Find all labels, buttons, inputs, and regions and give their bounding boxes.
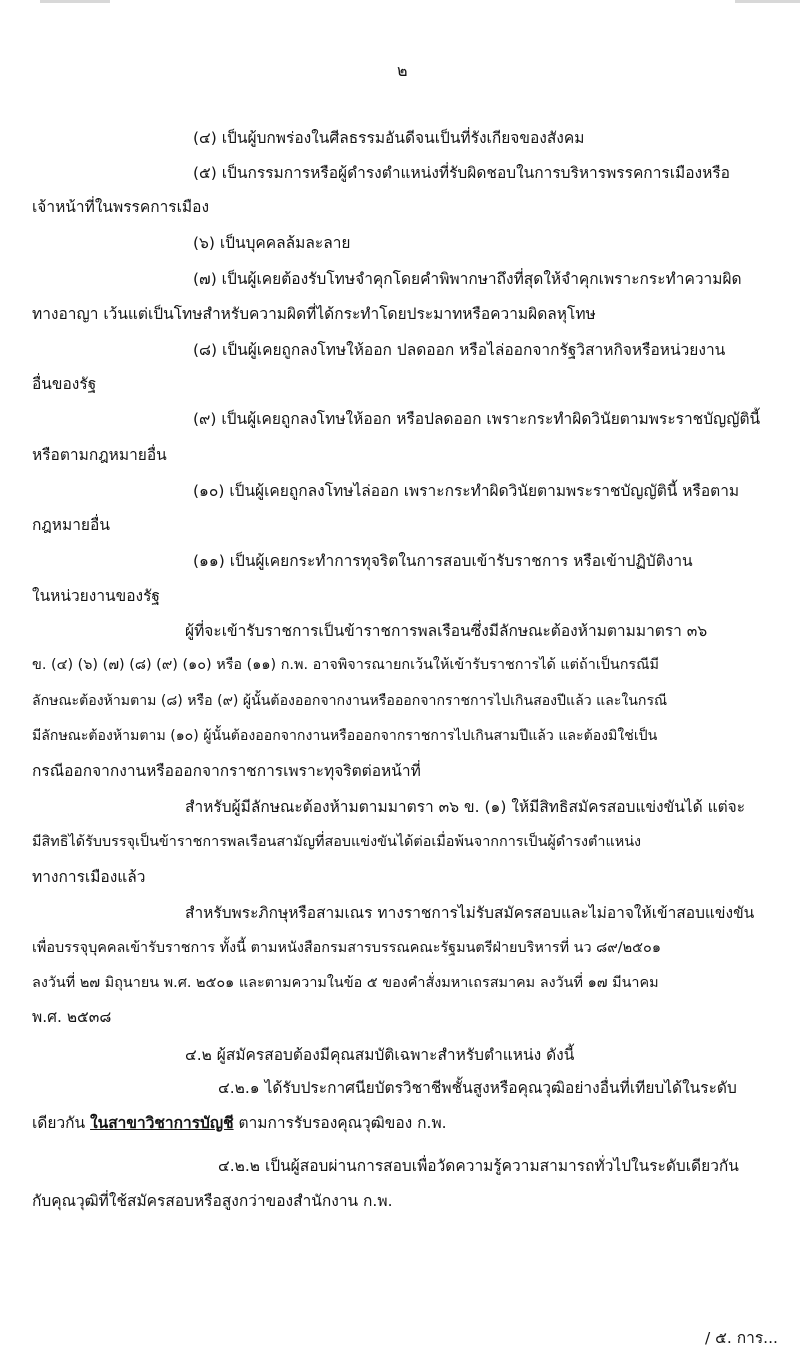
line-14: ในหน่วยงานของรัฐ [32,587,160,605]
line-23: สำหรับพระภิกษุหรือสามเณร ทางราชการไม่รับสมัครสอบและไม่อาจให้เข้าสอบแข่งขัน [185,904,755,922]
line-31: กับคุณวุฒิที่ใช้สมัครสอบหรือสูงกว่าของสำนักงาน ก.พ. [32,1192,393,1210]
line-03: เจ้าหน้าที่ในพรรคการเมือง [32,198,210,216]
scan-edge-left [40,0,110,3]
line-22: ทางการเมืองแล้ว [32,868,146,886]
line-12: กฎหมายอื่น [32,516,110,534]
footer-continuation: / ๕. การ... [705,1329,778,1347]
line-01: (๔) เป็นผู้บกพร่องในศีลธรรมอันดีจนเป็นที่รังเกียจของสังคม [193,129,585,147]
line-21: มีสิทธิได้รับบรรจุเป็นข้าราชการพลเรือนสามัญที่สอบแข่งขันได้ต่อเมื่อพ้นจากการเป็นผู้ดำรงตำแหน่ง [32,834,642,850]
line-10: หรือตามกฎหมายอื่น [32,446,167,464]
line-07: (๘) เป็นผู้เคยถูกลงโทษให้ออก ปลดออก หรือไล่ออกจากรัฐวิสาหกิจหรือหน่วยงาน [193,341,726,359]
underlined-field-of-study: ในสาขาวิชาการบัญชี [90,1114,234,1132]
line-08: อื่นของรัฐ [32,375,97,393]
line-18: มีลักษณะต้องห้ามตาม (๑๐) ผู้นั้นต้องออกจากงานหรือออกจากราชการไปเกินสามปีแล้ว และต้องมิใช่เป็น [32,728,658,744]
line-29-end: ตามการรับรองคุณวุฒิของ ก.พ. [233,1114,447,1132]
line-15: ผู้ที่จะเข้ารับราชการเป็นข้าราชการพลเรือนซึ่งมีลักษณะต้องห้ามตามมาตรา ๓๖ [185,622,708,640]
line-17: ลักษณะต้องห้ามตาม (๘) หรือ (๙) ผู้นั้นต้องออกจากงานหรือออกจากราชการไปเกินสองปีแล้ว และในกรณี [32,693,668,709]
line-20: สำหรับผู้มีลักษณะต้องห้ามตามมาตรา ๓๖ ข. (๑) ให้มีสิทธิสมัครสอบแข่งขันได้ แต่จะ [185,798,746,816]
page-number: ๒ [397,61,408,80]
line-24: เพื่อบรรจุบุคคลเข้ารับราชการ ทั้งนี้ ตามหนังสือกรมสารบรรณคณะรัฐมนตรีฝ่ายบริหารที่ นว ๘๙/๒๕๐๑ [32,940,661,956]
line-11: (๑๐) เป็นผู้เคยถูกลงโทษไล่ออก เพราะกระทำผิดวินัยตามพระราชบัญญัตินี้ หรือตาม [193,482,740,500]
line-28: ๔.๒.๑ ได้รับประกาศนียบัตรวิชาชีพชั้นสูงหรือคุณวุฒิอย่างอื่นที่เทียบได้ในระดับ [218,1079,737,1097]
line-13: (๑๑) เป็นผู้เคยกระทำการทุจริตในการสอบเข้ารับราชการ หรือเข้าปฏิบัติงาน [193,552,693,570]
line-19: กรณีออกจากงานหรือออกจากราชการเพราะทุจริตต่อหน้าที่ [32,762,421,780]
line-02: (๕) เป็นกรรมการหรือผู้ดำรงตำแหน่งที่รับผิดชอบในการบริหารพรรคการเมืองหรือ [193,164,730,182]
line-26: พ.ศ. ๒๕๓๘ [32,1008,112,1026]
line-25: ลงวันที่ ๒๗ มิถุนายน พ.ศ. ๒๕๐๑ และตามความในข้อ ๕ ของคำสั่งมหาเถรสมาคม ลงวันที่ ๑๗ มีนาคม [32,975,659,991]
line-29-start: เดียวกัน [32,1114,91,1132]
line-05: (๗) เป็นผู้เคยต้องรับโทษจำคุกโดยคำพิพากษาถึงที่สุดให้จำคุกเพราะกระทำความผิด [193,270,742,288]
line-29 [32,1112,447,1134]
line-16: ข. (๔) (๖) (๗) (๘) (๙) (๑๐) หรือ (๑๑) ก.พ. อาจพิจารณายกเว้นให้เข้ารับราชการได้ แต่ถ้าเป็นกรณีมี [32,657,659,673]
line-30: ๔.๒.๒ เป็นผู้สอบผ่านการสอบเพื่อวัดความรู้ความสามารถทั่วไปในระดับเดียวกัน [218,1157,739,1175]
scan-edge-right [735,0,800,3]
line-27: ๔.๒ ผู้สมัครสอบต้องมีคุณสมบัติเฉพาะสำหรับตำแหน่ง ดังนี้ [185,1046,575,1064]
line-06: ทางอาญา เว้นแต่เป็นโทษสำหรับความผิดที่ได้กระทำโดยประมาทหรือความผิดลหุโทษ [32,305,596,323]
line-09: (๙) เป็นผู้เคยถูกลงโทษให้ออก หรือปลดออก เพราะกระทำผิดวินัยตามพระราชบัญญัตินี้ [193,410,761,428]
line-04: (๖) เป็นบุคคลล้มละลาย [193,234,351,252]
